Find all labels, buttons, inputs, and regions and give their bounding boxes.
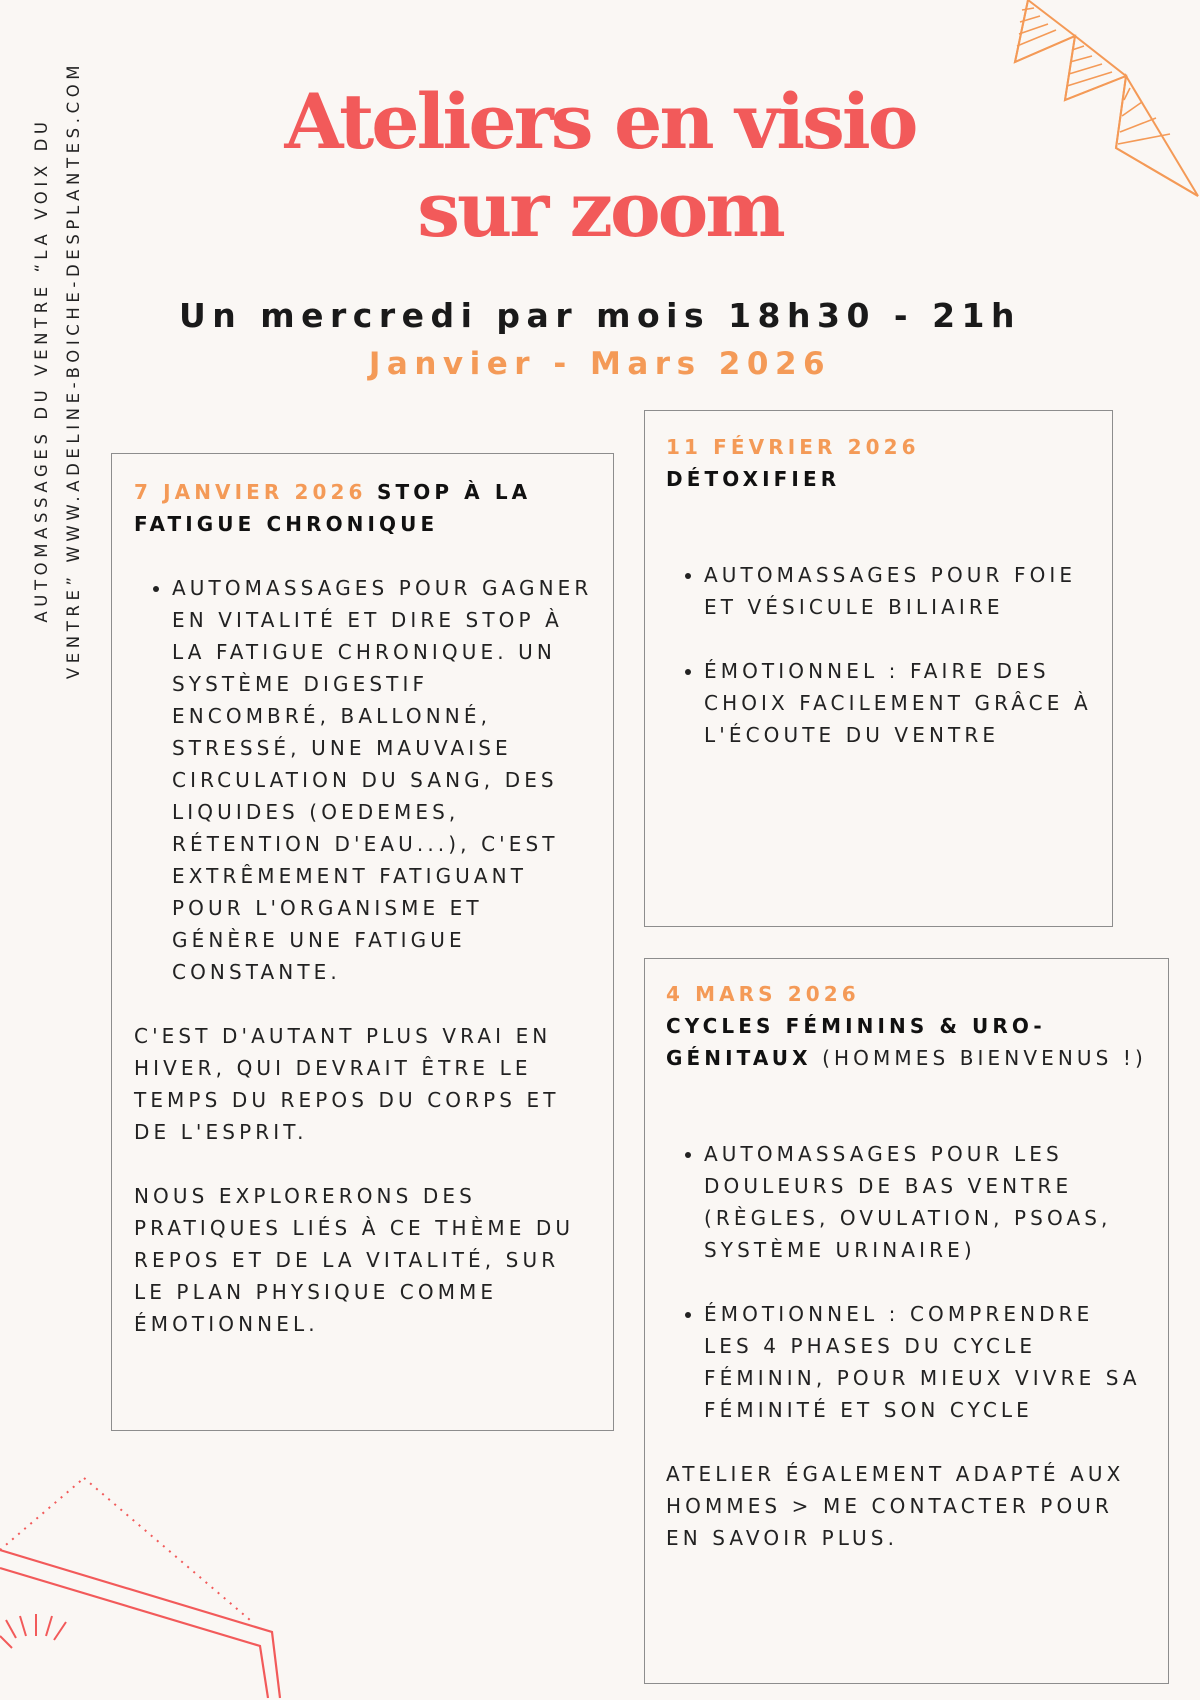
card-bullet-list bbox=[134, 572, 593, 988]
card-footer-note: ATELIER ÉGALEMENT ADAPTÉ AUX HOMMES > ME CONTACTER POUR EN SAVOIR PLUS. bbox=[666, 1462, 1125, 1550]
sidebar-vertical-text: AUTOMASSAGES DU VENTRE “LA VOIX DU VENTRE” WWW.ADELINE-BOICHE-DESPLANTES.COM bbox=[32, 60, 83, 680]
list-item: • ÉMOTIONNEL : FAIRE DES CHOIX FACILEMENT GRÂCE À L'ÉCOUTE DU VENTRE bbox=[704, 655, 1094, 751]
page-title bbox=[250, 78, 950, 254]
card-title: STOP À LA FATIGUE CHRONIQUE bbox=[134, 480, 532, 536]
card-title-suffix: (HOMMES BIENVENUS !) bbox=[822, 1046, 1147, 1070]
card-bullet-list bbox=[666, 1138, 1150, 1426]
card-title: CYCLES FÉMININS & URO-GÉNITAUX bbox=[666, 1014, 1046, 1070]
workshop-card-january bbox=[111, 453, 614, 1431]
card-paragraph: NOUS EXPLORERONS DES PRATIQUES LIÉS À CE THÈME DU REPOS ET DE LA VITALITÉ, SUR LE PLAN PHYSIQUE COMME ÉMOTIONNEL. bbox=[134, 1184, 575, 1336]
card-date: 4 MARS 2026 bbox=[666, 982, 860, 1006]
list-item: • AUTOMASSAGES POUR LES DOULEURS DE BAS VENTRE (RÈGLES, OVULATION, PSOAS, SYSTÈME URINAIRE) bbox=[704, 1138, 1150, 1266]
card-paragraph: C'EST D'AUTANT PLUS VRAI EN HIVER, QUI DEVRAIT ÊTRE LE TEMPS DU REPOS DU CORPS ET DE L'ESPRIT. bbox=[134, 1024, 560, 1144]
date-range: Janvier - Mars 2026 bbox=[368, 346, 832, 382]
workshop-card-march bbox=[644, 958, 1169, 1684]
title-line-2: sur zoom bbox=[417, 165, 783, 254]
bunting-decoration-icon bbox=[1000, 0, 1200, 220]
card-title: DÉTOXIFIER bbox=[666, 467, 841, 491]
schedule-subtitle: Un mercredi par mois 18h30 - 21h bbox=[178, 296, 1022, 335]
list-item: • ÉMOTIONNEL : COMPRENDRE LES 4 PHASES DU CYCLE FÉMININ, POUR MIEUX VIVRE SA FÉMINITÉ ET SON CYCLE bbox=[704, 1298, 1150, 1426]
workshop-card-february bbox=[644, 410, 1113, 927]
list-item: • AUTOMASSAGES POUR FOIE ET VÉSICULE BILIAIRE bbox=[704, 559, 1094, 623]
card-date: 7 JANVIER 2026 bbox=[134, 480, 367, 504]
card-heading bbox=[134, 476, 593, 540]
list-item: • AUTOMASSAGES POUR GAGNER EN VITALITÉ ET DIRE STOP À LA FATIGUE CHRONIQUE. UN SYSTÈME DIGESTIF ENCOMBRÉ, BALLONNÉ, STRESSÉ, UNE MAUVAISE CIRCULATION DU SANG, DES LIQUIDES (OEDEMES, RÉTENTION D'EAU...), C'EST EXTRÊMEMENT FATIGUANT POUR L'ORGANISME ET GÉNÈRE UNE FATIGUE CONSTANTE. bbox=[172, 572, 593, 988]
corner-lines-decoration-icon bbox=[0, 1420, 300, 1700]
title-line-1: Ateliers en visio bbox=[284, 77, 916, 166]
card-bullet-list bbox=[666, 559, 1094, 751]
card-date: 11 FÉVRIER 2026 bbox=[666, 435, 920, 459]
card-heading bbox=[666, 1010, 1150, 1074]
